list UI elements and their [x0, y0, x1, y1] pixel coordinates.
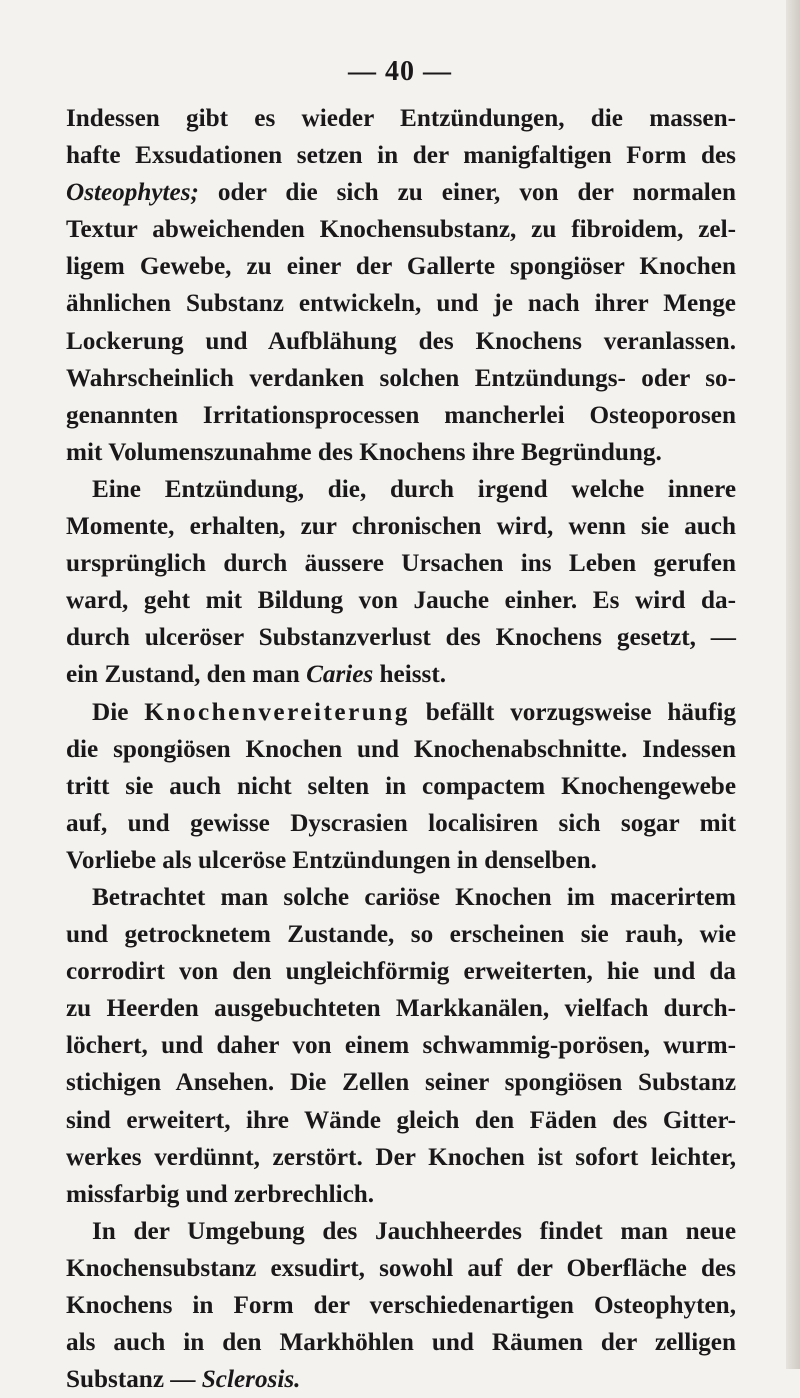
text-run: als auch in den Markhöhlen und Räumen der zelligen [66, 1329, 736, 1357]
text-line [66, 805, 736, 842]
text-line [66, 694, 736, 731]
text-run: ligem Gewebe, zu einer der Gallerte spongiöser Knochen [66, 253, 736, 281]
paragraph [66, 694, 736, 879]
text-run: Substanz — [66, 1366, 202, 1394]
text-line [66, 1139, 736, 1176]
text-line [66, 656, 736, 693]
text-line [66, 842, 736, 879]
paragraph [66, 1213, 736, 1398]
text-run: die spongiösen Knochen und Knochenabschnitte. Indessen [66, 735, 736, 763]
text-line [66, 508, 736, 545]
text-run: genannten Irritationsprocessen mancherlei Osteoporosen [66, 401, 736, 429]
paragraph [66, 879, 736, 1213]
paragraph [66, 100, 736, 471]
text-line [66, 582, 736, 619]
text-run: heisst. [373, 661, 447, 689]
page-number: — 40 — [348, 56, 452, 87]
text-run: Momente, erhalten, zur chronischen wird, wenn sie auch [66, 513, 736, 541]
text-line [66, 768, 736, 805]
text-run: und getrocknetem Zustande, so erscheinen sie rauh, wie [66, 921, 736, 949]
text-run: Knochensubstanz exsudirt, sowohl auf der Oberfläche des [66, 1254, 736, 1282]
text-run: mit Volumenszunahme des Knochens ihre Begründung. [66, 438, 662, 466]
text-line [66, 916, 736, 953]
text-run: Lockerung und Aufblähung des Knochens veranlassen. [66, 327, 736, 355]
text-line [66, 879, 736, 916]
text-run: ähnlichen Substanz entwickeln, und je nach ihrer Menge [66, 290, 736, 318]
italic-term: Caries [306, 661, 374, 689]
page-edge-shadow [786, 0, 800, 1369]
text-line [66, 1176, 736, 1213]
italic-term: Sclerosis. [201, 1366, 301, 1394]
text-line [66, 397, 736, 434]
text-line [66, 545, 736, 582]
text-line [66, 174, 736, 211]
text-run: Die [92, 698, 145, 726]
text-run: ursprünglich durch äussere Ursachen ins Leben gerufen [66, 550, 736, 578]
text-line [66, 248, 736, 285]
text-run: auf, und gewisse Dyscrasien localisiren sich sogar mit [66, 809, 736, 837]
text-line [66, 1287, 736, 1324]
text-run: Vorliebe als ulceröse Entzündungen in denselben. [66, 846, 597, 874]
text-run: In der Umgebung des Jauchheerdes findet man neue [92, 1217, 736, 1245]
text-line [66, 1361, 736, 1398]
text-run: befällt vorzugsweise häufig [409, 698, 736, 726]
paragraph [66, 471, 736, 694]
text-line [66, 1064, 736, 1101]
text-line [66, 1213, 736, 1250]
text-run: ein Zustand, den man [66, 661, 307, 689]
text-line [66, 731, 736, 768]
text-line [66, 1027, 736, 1064]
text-line [66, 471, 736, 508]
text-line [66, 323, 736, 360]
text-run: sind erweitert, ihre Wände gleich den Fäden des Gitter- [66, 1106, 736, 1134]
text-line [66, 100, 736, 137]
text-run: Betrachtet man solche cariöse Knochen im macerirtem [92, 883, 736, 911]
text-line [66, 434, 736, 471]
text-run: Eine Entzündung, die, durch irgend welche innere [92, 475, 736, 503]
text-line [66, 1102, 736, 1139]
text-line [66, 1250, 736, 1287]
text-run: löchert, und daher von einem schwammig-porösen, wurm- [66, 1032, 736, 1060]
text-run: missfarbig und zerbrechlich. [66, 1180, 375, 1208]
text-run: werkes verdünnt, zerstört. Der Knochen ist sofort leichter, [66, 1143, 736, 1171]
spaced-term: Knochenvereiterung [144, 698, 410, 726]
text-run: Knochens in Form der verschiedenartigen Osteophyten, [66, 1292, 736, 1319]
text-run: ward, geht mit Bildung von Jauche einher. Es wird da- [66, 587, 736, 615]
text-run: Indessen gibt es wieder Entzündungen, die massen- [66, 105, 736, 132]
text-run: hafte Exsudationen setzen in der manigfaltigen Form des [66, 142, 736, 170]
text-run: tritt sie auch nicht selten in compactem Knochengewebe [66, 772, 736, 800]
text-run: oder die sich zu einer, von der normalen [198, 179, 736, 207]
text-line [66, 137, 736, 174]
body-text [66, 100, 736, 1398]
text-line [66, 619, 736, 656]
text-run: Wahrscheinlich verdanken solchen Entzündungs- oder so- [66, 364, 736, 392]
text-run: zu Heerden ausgebuchteten Markkanälen, vielfach durch- [66, 995, 736, 1023]
text-line [66, 360, 736, 397]
text-run: Textur abweichenden Knochensubstanz, zu fibroidem, zel- [66, 216, 736, 244]
italic-term: Osteophytes; [66, 179, 199, 207]
text-line [66, 990, 736, 1027]
text-run: stichigen Ansehen. Die Zellen seiner spongiösen Substanz [66, 1069, 736, 1097]
text-run: durch ulceröser Substanzverlust des Knochens gesetzt, — [66, 624, 736, 652]
text-line [66, 285, 736, 322]
text-line [66, 953, 736, 990]
text-line [66, 211, 736, 248]
text-line [66, 1324, 736, 1361]
text-run: corrodirt von den ungleichförmig erweiterten, hie und da [66, 958, 736, 986]
